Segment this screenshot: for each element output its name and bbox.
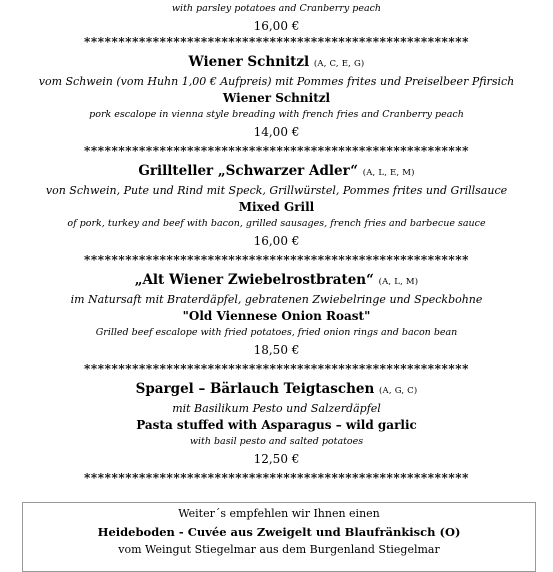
separator-stars: ******************************************************** bbox=[83, 254, 470, 266]
previous-dish-price: 16,00 € bbox=[253, 19, 300, 33]
dish-wiener-schnitzl bbox=[0, 48, 553, 145]
dish-english-title: "Old Viennese Onion Roast" bbox=[182, 309, 371, 323]
dish-english-title: Mixed Grill bbox=[238, 200, 315, 214]
dish-grillteller bbox=[0, 157, 553, 254]
dish-price: 14,00 € bbox=[253, 125, 300, 139]
dish-price: 16,00 € bbox=[253, 234, 300, 248]
dish-price: 18,50 € bbox=[253, 343, 300, 357]
separator-stars: ******************************************************** bbox=[83, 145, 470, 157]
previous-dish-english-description: with parsley potatoes and Cranberry peach bbox=[171, 3, 382, 14]
dish-title: Spargel – Bärlauch Teigtaschen (A, G, C) bbox=[135, 381, 418, 397]
allergen-codes: (A, C, E, G) bbox=[313, 59, 365, 69]
dish-german-description: von Schwein, Pute und Rind mit Speck, Grillwürstel, Pommes frites und Grillsauce bbox=[45, 184, 508, 197]
dish-english-title: Wiener Schnitzl bbox=[222, 91, 331, 105]
separator-stars: ******************************************************** bbox=[83, 36, 470, 48]
dish-title: „Alt Wiener Zwiebelrostbraten“ (A, L, M) bbox=[134, 272, 419, 288]
dish-english-description: pork escalope in vienna style breading with french fries and Cranberry peach bbox=[89, 109, 464, 120]
recommendation-intro: Weiter´s empfehlen wir Ihnen einen bbox=[178, 507, 380, 520]
allergen-codes: (A, L, E, M) bbox=[362, 168, 415, 178]
dish-german-description: im Natursaft mit Braterdäpfel, gebratenen Zwiebelringe und Speckbohne bbox=[70, 293, 483, 306]
dish-spargel-teigtaschen bbox=[0, 375, 553, 472]
wine-origin: vom Weingut Stiegelmar aus dem Burgenland Stiegelmar bbox=[118, 543, 440, 556]
dish-zwiebelrostbraten bbox=[0, 266, 553, 363]
dish-german-description: mit Basilikum Pesto und Salzerdäpfel bbox=[172, 402, 381, 415]
dish-english-title: Pasta stuffed with Asparagus – wild garlic bbox=[136, 418, 417, 432]
dish-english-description: of pork, turkey and beef with bacon, grilled sausages, french fries and barbecue sauce bbox=[67, 218, 486, 229]
allergen-codes: (A, G, C) bbox=[379, 386, 418, 396]
recommended-wine: Heideboden - Cuvée aus Zweigelt und Blaufränkisch (O) bbox=[97, 525, 461, 539]
separator-stars: ******************************************************** bbox=[83, 472, 470, 484]
dish-title: Grillteller „Schwarzer Adler“ (A, L, E, M) bbox=[138, 163, 415, 179]
dish-english-description: Grilled beef escalope with fried potatoes, fried onion rings and bacon bean bbox=[95, 327, 458, 338]
separator-stars: ******************************************************** bbox=[83, 363, 470, 375]
dish-german-description: vom Schwein (vom Huhn 1,00 € Aufpreis) mit Pommes frites und Preiselbeer Pfirsich bbox=[38, 75, 515, 88]
dish-english-description: with basil pesto and salted potatoes bbox=[189, 436, 364, 447]
allergen-codes: (A, L, M) bbox=[378, 277, 419, 287]
dish-title: Wiener Schnitzl (A, C, E, G) bbox=[188, 54, 365, 70]
dish-price: 12,50 € bbox=[253, 452, 300, 466]
wine-recommendation-box bbox=[22, 502, 536, 572]
